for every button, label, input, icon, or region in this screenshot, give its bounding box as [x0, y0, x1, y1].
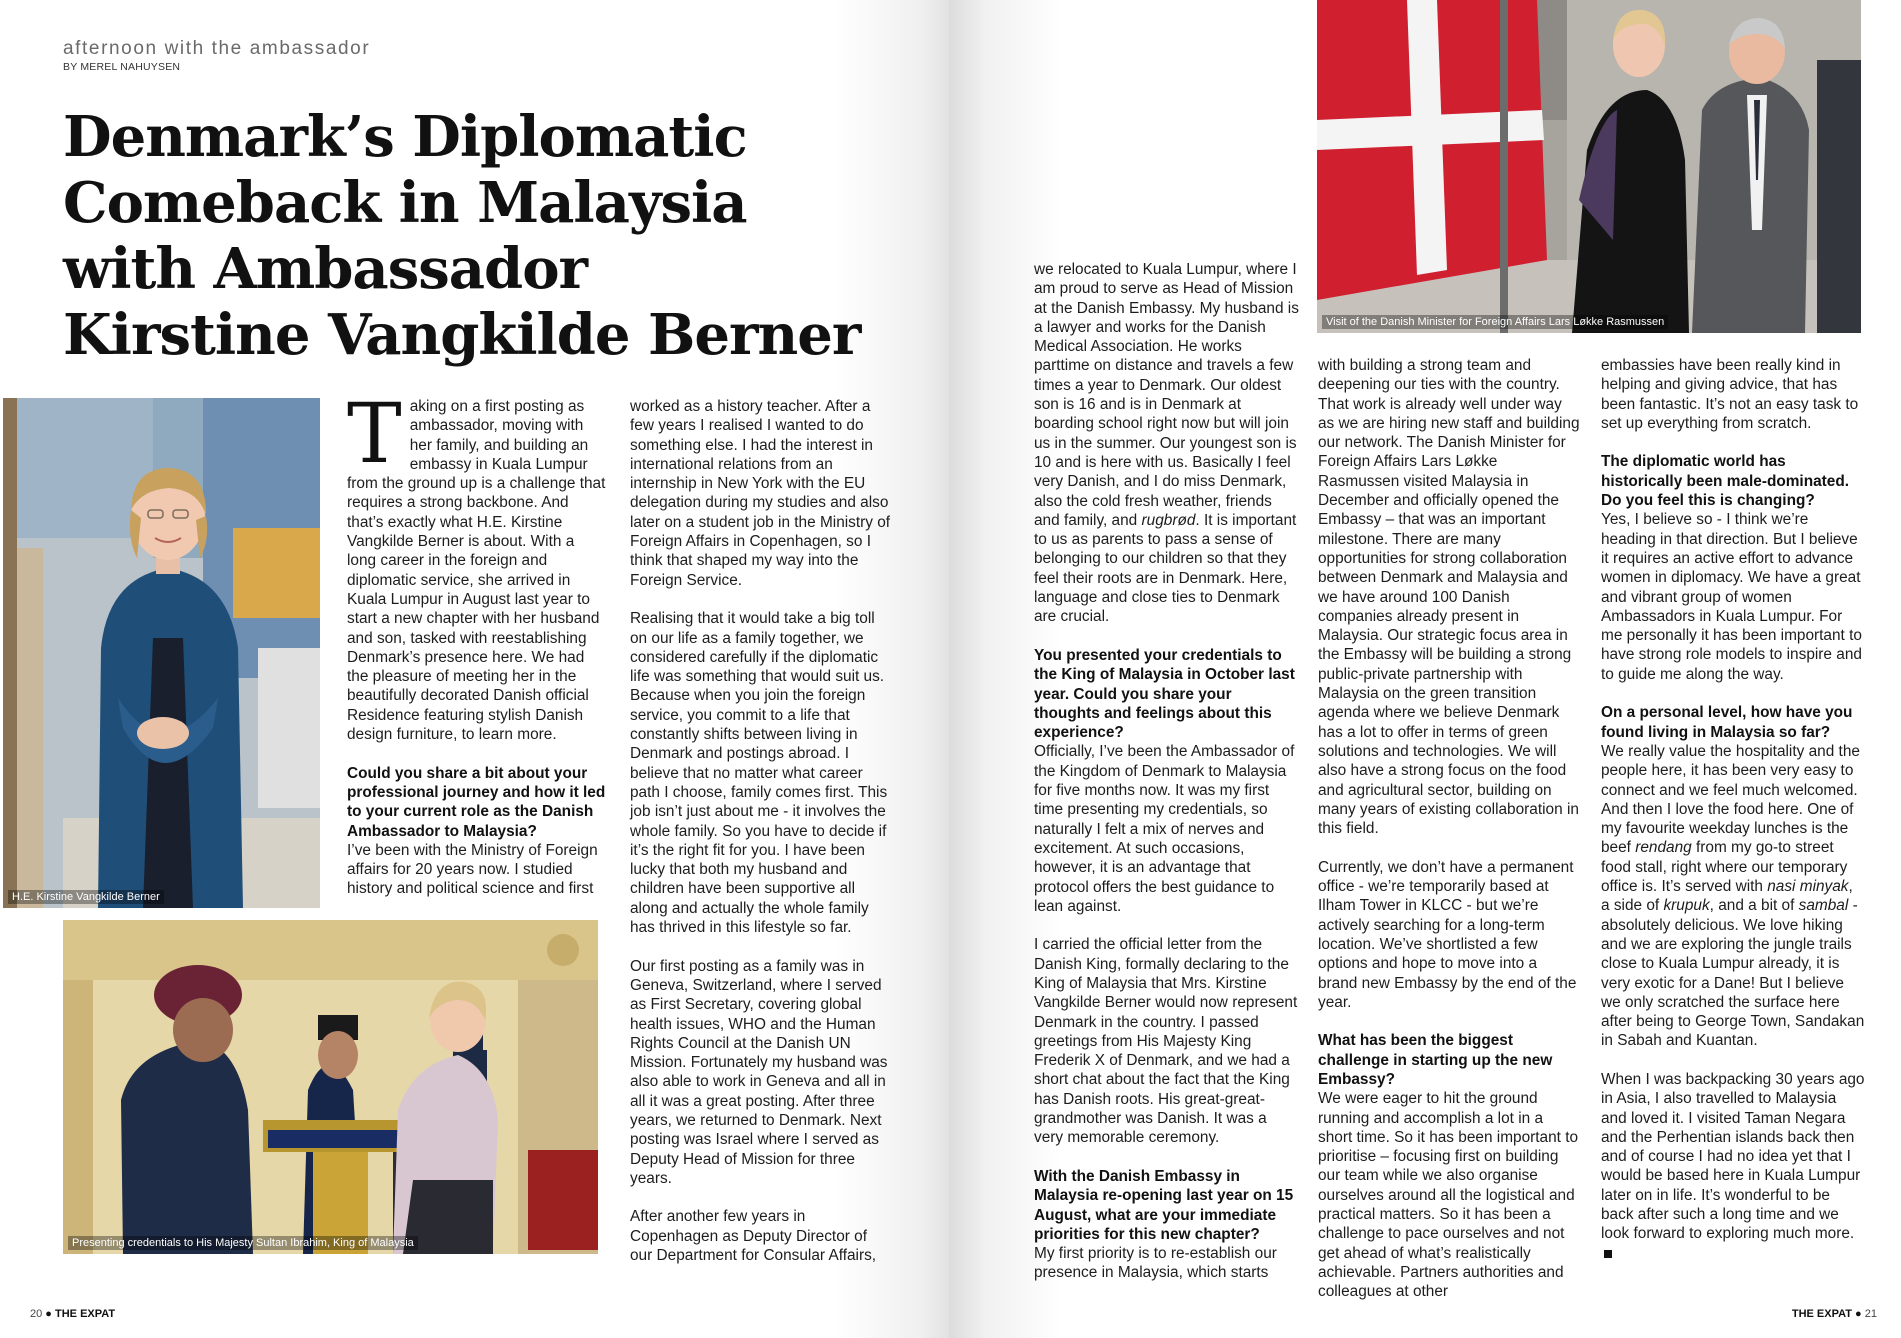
nasi-minyak-italic: nasi minyak [1767, 878, 1849, 896]
byline: BY MEREL NAHUYSEN [63, 61, 181, 73]
answer-4-part-1: We were eager to hit the ground running and accomplish a lot in a short time. So it has been important to prioritise – focusing first on building our team while we also organise ourselves around all the logistical and practical matters. So it has been a challenge to pace ourselves and not get ahead of what’s realistically achievable. Partners authorities and colleagues at other [1318, 1090, 1579, 1301]
intro-paragraph [347, 387, 607, 744]
minister-illustration [1317, 0, 1861, 333]
left-page [0, 0, 949, 1338]
answer-4-part-1-cont: embassies have been really kind in helping and giving advice, that has been fantastic. It’s not an easy task to set up everything from scratch. [1601, 357, 1859, 432]
article-column-1 [347, 387, 607, 899]
rendang-italic: rendang [1635, 839, 1692, 857]
left-footer: 20 ● THE EXPAT [30, 1308, 116, 1320]
minister-caption: Visit of the Danish Minister for Foreign Affairs Lars Løkke Rasmussen [1322, 315, 1668, 329]
right-page-number: 21 [1864, 1308, 1877, 1320]
question-5: The diplomatic world has historically been male-dominated. Do you feel this is changing? [1601, 453, 1850, 510]
portrait-illustration [3, 398, 320, 908]
question-6: On a personal level, how have you found living in Malaysia so far? [1601, 704, 1853, 741]
article-column-5 [1601, 356, 1865, 1263]
q1-block [347, 764, 607, 899]
answer-5-part-1: Yes, I believe so - I think we’re heading in that direction. But I believe it requires an active effort to advance women in diplomacy. We have a great and vibrant group of women Ambassadors in Kuala Lumpur. For me personally it has been important to have strong role models to inspire and to guide me along the way. [1601, 511, 1862, 683]
question-4: What has been the biggest challenge in starting up the new Embassy? [1318, 1032, 1553, 1088]
sambal-italic: sambal [1798, 897, 1849, 915]
answer-6-b: from my go-to street food stall, right where our temporary office is. It’s served with [1601, 839, 1848, 896]
answer-1-part-4-cont-b: . It is important to us as parents to pass a sense of belonging to our children so that they feel their roots are in Denmark. Here, language and close ties to Denmark are crucial. [1034, 511, 1297, 626]
answer-2-part-2: I carried the official letter from the Danish King, formally declaring to the King of Malaysia that Mrs. Kirstine Vangkilde Berner would now represent Denmark in the country. I passed greetings from His Majesty King Frederik X of Denmark, and we had a short chat about the fact that the King has Danish roots. His great-great-grandmother was Danish. It was a very memorable ceremony. [1034, 936, 1298, 1147]
article-column-4 [1318, 356, 1580, 1302]
q6-block [1601, 703, 1865, 1050]
question-3: With the Danish Embassy in Malaysia re-opening last year on 15 August, what are your immediate priorities for this new chapter? [1034, 1167, 1294, 1243]
headline-line-4: Kirstine Vangkilde Berner [63, 302, 861, 368]
left-page-number: 20 [30, 1308, 43, 1320]
left-brand: THE EXPAT [55, 1308, 116, 1320]
answer-1-part-3: Our first posting as a family was in Geneva, Switzerland, where I served as First Secretary, covering global health issues, WHO and the Human Rights Council at the Danish UN Mission. Fortunately my husband was also able to work in Geneva and all in all it was a great posting. After three years, we returned to Denmark. Next posting was Israel where I served as Deputy Head of Mission for three years. [630, 957, 888, 1187]
rugbrod-italic: rugbrød [1141, 511, 1196, 529]
right-page [949, 0, 1901, 1338]
q5-block [1601, 452, 1865, 684]
portrait-photo [3, 398, 320, 908]
credentials-photo [63, 920, 598, 1254]
portrait-caption: H.E. Kirstine Vangkilde Berner [8, 890, 164, 904]
end-mark-icon [1604, 1250, 1612, 1258]
answer-6-part-2: When I was backpacking 30 years ago in Asia, I also travelled to Malaysia and loved it. I visited Taman Negara and the Perhentian islands back then and of course I had no idea yet that I would be based here in Kuala Lumpur later on in life. It’s wonderful to be back after such a long time and we look forward to exploring much more. [1601, 1070, 1865, 1243]
answer-3-part-1-cont: with building a strong team and deepening our ties with the country. That work is already well under way as we are hiring new staff and building our network. The Danish Minister for Foreign Affairs Lars Løkke Rasmussen visited Malaysia in December and officially opened the Embassy – that was an important milestone. There are many opportunities for strong collaboration between Denmark and Malaysia and we have around 100 Danish companies already present in Malaysia. Our strategic focus area in the Embassy will be building a strong public-private partnership with Malaysia on the green transition agenda where we believe Denmark has a lot to offer in terms of green solutions and technologies. We will also have a strong focus on the food and agricultural sector, building on many years of existing collaboration in this field. [1318, 357, 1580, 838]
headline-line-1: Denmark’s Diplomatic [63, 104, 747, 170]
answer-1-part-4-cont-a: we relocated to Kuala Lumpur, where I am proud to serve as Head of Mission at the Danish Embassy. My husband is a lawyer and works for the Danish Medical Association. He works parttime on distance and travels a few times a year to Denmark. Our oldest son is 16 and is in Denmark at boarding school right now but will join us in the summer. Our youngest son is 10 and is here with us. Basically I feel very Danish, and I do miss Denmark, also the cold fresh weather, friends and family, and [1034, 261, 1299, 529]
article-column-3 [1034, 260, 1299, 1283]
question-2: You presented your credentials to the King of Malaysia in October last year. Could you share your thoughts and feelings about this experience? [1034, 646, 1295, 742]
headline-line-2: Comeback in Malaysia [63, 170, 747, 236]
answer-1-part-1: I’ve been with the Ministry of Foreign affairs for 20 years now. I studied history and political science and first [347, 841, 598, 898]
headline [63, 104, 923, 368]
right-brand: THE EXPAT [1791, 1308, 1852, 1320]
answer-1-part-4: After another few years in Copenhagen as Deputy Director of our Department for Consular Affairs, [630, 1208, 877, 1265]
krupuk-italic: krupuk [1663, 897, 1710, 915]
answer-6-d: , and a bit of [1709, 897, 1799, 915]
right-footer: THE EXPAT ● 21 [1791, 1308, 1877, 1320]
answer-1-part-4-cont [1034, 260, 1299, 627]
answer-1-part-1-cont: worked as a history teacher. After a few years I realised I wanted to do something else. I had the interest in international relations from an internship in New York with the EU delegation during my studies and also later on a student job in the Ministry of Foreign Affairs in Copenhagen, so I think that shaped my way into the Foreign Service. [630, 398, 891, 589]
answer-1-part-2: Realising that it would take a big toll on our life as a family together, we considered carefully if the diplomatic life was something that would suit us. Because when you join the foreign service, you commit to a life that constantly shifts between living in Denmark and postings abroad. I believe that no matter what career path I choose, family comes first. This job isn’t just about me - it involves the whole family. So you have to decide if it’s the right fit for you. I have been lucky that both my husband and children have been supportive all along and actually the whole family has thrived in this lifestyle so far. [630, 610, 888, 937]
credentials-caption: Presenting credentials to His Majesty Sultan Ibrahim, King of Malaysia [68, 1236, 418, 1250]
answer-6-a: We really value the hospitality and the people here, it has been very easy to connect and we feel much welcomed. And then I love the food here. One of my favourite weekday lunches is the beef [1601, 742, 1860, 857]
answer-6-part-2-block [1601, 1070, 1865, 1263]
q3-block [1034, 1167, 1299, 1283]
question-1: Could you share a bit about your professional journey and how it led to your current role as the Danish Ambassador to Malaysia? [347, 764, 606, 840]
answer-3-part-1: My first priority is to re-establish our presence in Malaysia, which starts [1034, 1245, 1277, 1282]
section-label: afternoon with the ambassador [63, 38, 371, 59]
q4-block [1318, 1031, 1580, 1301]
minister-photo [1317, 0, 1861, 333]
intro-text: aking on a first posting as ambassador, moving with her family, and building an embassy in Kuala Lumpur from the ground up is a challenge that requires a strong backbone. And that’s exactly what H.E. Kirstine Vangkilde Berner is about. With a long career in the foreign and diplomatic service, she arrived in Kuala Lumpur in August last year to start a new chapter with her husband and son, tasked with reestablishing Denmark’s presence here. We had the pleasure of meeting her in the beautifully decorated Danish official Residence featuring stylish Danish design furniture, to learn more. [347, 398, 606, 744]
answer-3-part-2: Currently, we don’t have a permanent office - we’re temporarily based at Ilham Tower in KLCC - but we’re actively searching for a long-term location. We’ve shortlisted a few options and hope to move into a brand new Embassy by the end of the year. [1318, 858, 1577, 1011]
q2-block [1034, 646, 1299, 916]
article-column-2 [630, 397, 892, 1265]
answer-6-e: - absolutely delicious. We love hiking and we are exploring the jungle trails close to Kuala Lumpur already, it is very exotic for a Dane! But I believe we only scratched the surface here after being to George Town, Sandakan in Sabah and Kuantan. [1601, 897, 1865, 1050]
answer-2-part-1: Officially, I’ve been the Ambassador of the Kingdom of Denmark to Malaysia for five months now. It was my first time presenting my credentials, so naturally I felt a mix of nerves and excitement. At such occasions, however, it is an advantage that protocol offers the best guidance to lean against. [1034, 743, 1295, 915]
credentials-illustration [63, 920, 598, 1254]
answer-6-c: , a side of [1601, 878, 1853, 915]
headline-line-3: with Ambassador [63, 236, 588, 302]
drop-cap: T [347, 387, 402, 482]
